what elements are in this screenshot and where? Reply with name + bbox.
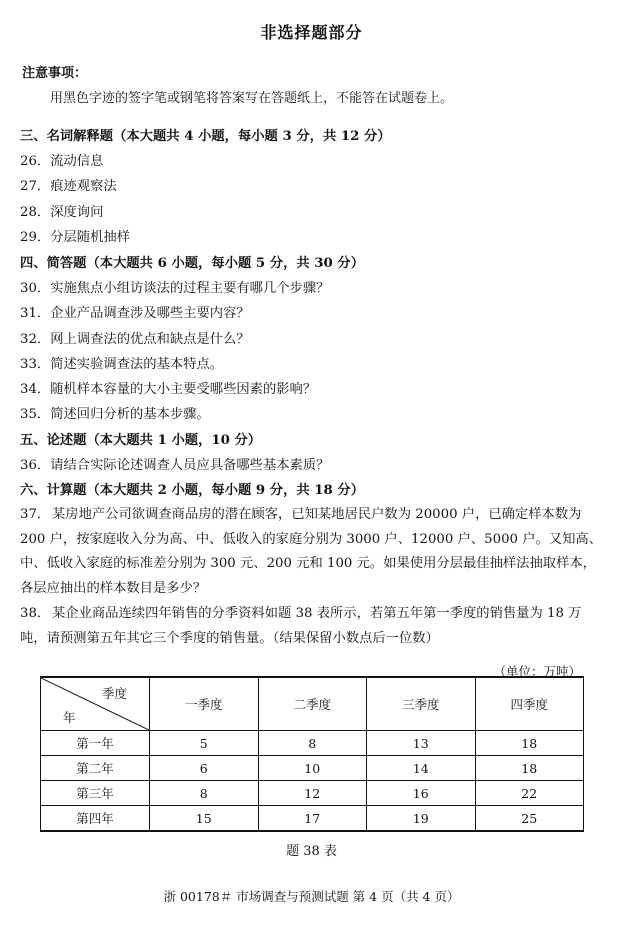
table-cell: 16 xyxy=(367,781,476,806)
question-37 xyxy=(20,503,602,601)
table-row xyxy=(41,756,584,781)
question-38-text: 某企业商品连续四年销售的分季资料如题 38 表所示，若第五年第一季度的销售量为 18 万吨，请预测第五年其它三个季度的销售量。（结果保留小数点后一位数） xyxy=(20,606,582,646)
question-27: 27．痕迹观察法 xyxy=(20,179,117,194)
table-cell: 5 xyxy=(150,731,259,756)
question-31: 31．企业产品调查涉及哪些主要内容？ xyxy=(20,306,250,321)
question-29: 29．分层随机抽样 xyxy=(20,230,130,245)
question-30: 30．实施焦点小组访谈法的过程主要有哪几个步骤？ xyxy=(20,281,330,296)
table-cell: 18 xyxy=(475,756,584,781)
section-4-heading: 四、简答题（本大题共 6 小题，每小题 5 分，共 30 分） xyxy=(20,256,365,271)
question-36: 36．请结合实际论述调查人员应具备哪些基本素质？ xyxy=(20,458,330,473)
table-cell: 6 xyxy=(150,756,259,781)
table-unit: （单位：万吨） xyxy=(493,664,581,679)
table-row xyxy=(41,781,584,806)
table-cell: 8 xyxy=(258,731,367,756)
table-cell: 18 xyxy=(475,731,584,756)
question-37-text: 某房地产公司欲调查商品房的潜在顾客，已知某地居民户数为 20000 户，已确定样本数为 200 户，按家庭收入分为高、中、低收入的家庭分别为 3000 户、12000 户、5000 户。又知高、中、低收入家庭的标准差分别为 300 元、200 元和 100 元。如果使用分层最佳抽样法抽取样本，各层应抽出的样本数目是多少？ xyxy=(20,507,602,596)
row-label: 第二年 xyxy=(41,756,150,781)
table-cell: 8 xyxy=(150,781,259,806)
column-header: 三季度 xyxy=(367,677,476,731)
diagonal-line xyxy=(41,678,149,730)
notice-text: 用黑色字迹的签字笔或钢笔将答案写在答题纸上，不能答在试题卷上。 xyxy=(50,91,454,106)
question-28: 28．深度询问 xyxy=(20,205,104,220)
section-5-heading: 五、论述题（本大题共 1 小题，10 分） xyxy=(20,433,262,448)
table-row xyxy=(41,731,584,756)
section-3-heading: 三、名词解释题（本大题共 4 小题，每小题 3 分，共 12 分） xyxy=(20,129,391,144)
table-cell: 25 xyxy=(475,806,584,832)
column-header: 二季度 xyxy=(258,677,367,731)
corner-label-year: 年 xyxy=(63,710,76,725)
table-cell: 14 xyxy=(367,756,476,781)
table-cell: 15 xyxy=(150,806,259,832)
question-32: 32．网上调查法的优点和缺点是什么？ xyxy=(20,332,250,347)
table-row xyxy=(41,806,584,832)
question-26: 26．流动信息 xyxy=(20,154,104,169)
table-cell: 13 xyxy=(367,731,476,756)
table-cell: 12 xyxy=(258,781,367,806)
sales-table xyxy=(40,676,584,832)
column-header: 一季度 xyxy=(150,677,259,731)
question-34: 34．随机样本容量的大小主要受哪些因素的影响？ xyxy=(20,382,317,397)
table-cell: 17 xyxy=(258,806,367,832)
page-footer: 浙 00178＃ 市场调查与预测试题 第 4 页（共 4 页） xyxy=(163,889,460,904)
table-caption: 题 38 表 xyxy=(286,844,337,859)
table-cell: 22 xyxy=(475,781,584,806)
notice-heading: 注意事项： xyxy=(22,66,88,81)
table-cell: 10 xyxy=(258,756,367,781)
page-title: 非选择题部分 xyxy=(260,23,363,42)
table-corner-cell xyxy=(41,677,150,731)
row-label: 第四年 xyxy=(41,806,150,832)
row-label: 第三年 xyxy=(41,781,150,806)
question-38 xyxy=(20,602,602,651)
question-38-number: 38． xyxy=(20,606,51,621)
table-header-row xyxy=(41,677,584,731)
corner-label-quarter: 季度 xyxy=(101,686,127,701)
table-cell: 19 xyxy=(367,806,476,832)
row-label: 第一年 xyxy=(41,731,150,756)
question-37-number: 37． xyxy=(20,507,51,522)
column-header: 四季度 xyxy=(475,677,584,731)
question-33: 33．简述实验调查法的基本特点。 xyxy=(20,357,224,372)
section-6-heading: 六、计算题（本大题共 2 小题，每小题 9 分，共 18 分） xyxy=(20,483,365,498)
question-35: 35．简述回归分析的基本步骤。 xyxy=(20,407,210,422)
